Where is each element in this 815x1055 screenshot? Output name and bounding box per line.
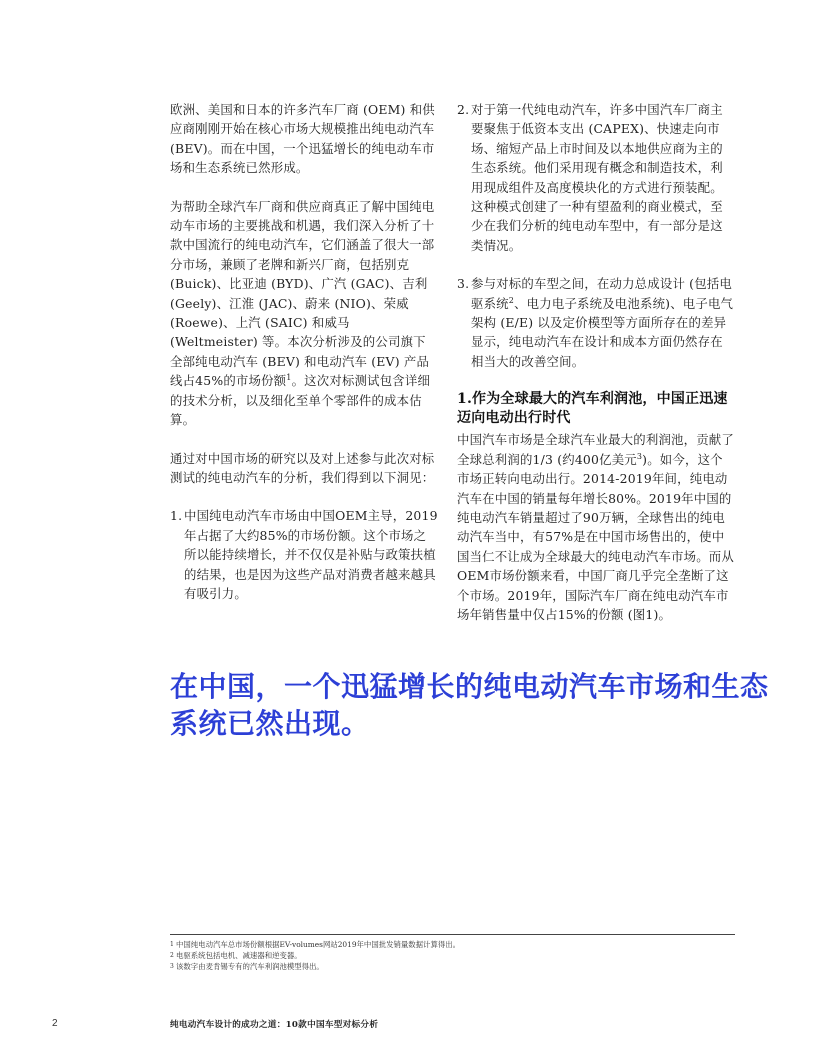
- right-column: [457, 100, 735, 624]
- insight-text: 对于第一代纯电动汽车，许多中国汽车厂商主要聚焦于低资本支出 (CAPEX)、快速走向市场、缩短产品上市时间及以本地供应商为主的生态系统。他们采用现有概念和制造技术，利用现成组件及高度模块化的方式进行预装配。这种模式创建了一种有望盈利的商业模式，至少在我们分析的纯电动车型中，有一部分是这类情况。: [471, 102, 723, 253]
- insight-text: 中国纯电动汽车市场由中国OEM主导，2019年占据了大约85%的市场份额。这个市场之所以能持续增长，并不仅仅是补贴与政策扶植的结果，也是因为这些产品对消费者越来越具有吸引力。: [184, 508, 438, 601]
- footnote-2: [170, 950, 750, 961]
- left-column: [170, 100, 438, 622]
- footnote-text: 该数字由麦肯锡专有的汽车利润池模型得出。: [176, 962, 324, 971]
- footnote-text: 电驱系统包括电机、减速器和逆变器。: [176, 951, 302, 960]
- intro-paragraph: 欧洲、美国和日本的许多汽车厂商 (OEM) 和供应商刚刚开始在核心市场大规模推出纯电动汽车 (BEV)。而在中国，一个迅猛增长的纯电动车市场和生态系统已然形成。: [170, 102, 435, 176]
- section-body: [457, 430, 735, 624]
- insight-3-text-a: 参与对标的车型之间，在动力总成设计 (包括电驱系统: [471, 276, 732, 311]
- insight-number: 1.: [170, 508, 183, 524]
- footnotes: [170, 939, 750, 972]
- footnote-1: [170, 939, 750, 950]
- footnote-divider: [170, 934, 735, 935]
- section-text-a: 中国汽车市场是全球汽车业最大的利润池，贡献了全球总利润的1/3 (约400亿美元: [457, 432, 734, 467]
- running-footer-title: 纯电动汽车设计的成功之道：10款中国车型对标分析: [170, 1020, 379, 1030]
- insight-item-3: [457, 274, 735, 371]
- footnote-number: 2: [170, 952, 174, 959]
- analysis-paragraph: [170, 197, 438, 430]
- analysis-text-b: 。这次对标测试包含详细的技术分析，以及细化至单个零部件的成本估算。: [170, 373, 431, 428]
- insight-3-text-b: 、电力电子系统及电池系统)、电子电气架构 (E/E) 以及定价模型等方面所存在的差异显示，纯电动汽车在设计和成本方面仍然存在相当大的改善空间。: [471, 295, 734, 369]
- insight-text: [471, 274, 735, 371]
- footnote-ref-3: 3: [636, 451, 643, 461]
- insight-number: 2.: [457, 102, 470, 117]
- footnote-number: 1: [170, 941, 174, 948]
- insight-item-1: [170, 506, 438, 603]
- insight-item-2: [457, 100, 735, 255]
- footnote-3: [170, 961, 750, 972]
- insight-number: 3.: [457, 276, 470, 292]
- page-number: 2: [52, 1018, 58, 1029]
- section-heading: 1.作为全球最大的汽车利润池，中国正迅速迈向电动出行时代: [457, 391, 728, 427]
- footnote-ref-1: 1: [286, 373, 292, 383]
- analysis-text-a: 为帮助全球汽车厂商和供应商真正了解中国纯电动车市场的主要挑战和机遇，我们深入分析了十款中国流行的纯电动汽车，它们涵盖了很大一部分市场，兼顾了老牌和新兴厂商，包括别克 (Buick)、比亚迪 (BYD)、广汽 (GAC)、吉利 (Geely)、江淮 (JAC)、蔚来 (NIO)、荣威 (Roewe)、上汽 (SAIC) 和威马 (Weltmeister) 等。本次分析涉及的公司旗下全部纯电动汽车 (BEV) 和电动汽车 (EV) 产品线占45%的市场份额: [170, 198, 435, 389]
- footnote-text: 中国纯电动汽车总市场份额根据EV-volumes网站2019年中国批发销量数据计算得出。: [176, 940, 461, 949]
- insights-intro-paragraph: 通过对中国市场的研究以及对上述参与此次对标测试的纯电动汽车的分析，我们得到以下洞见：: [170, 450, 435, 485]
- section-text-b: )。如今，这个市场正转向电动出行。2014-2019年间，纯电动汽车在中国的销量每年增长80%。2019年中国的纯电动汽车销量超过了90万辆，全球售出的纯电动汽车当中，有57%是在中国市场售出的，使中国当仁不让成为全球最大的纯电动汽车市场。而从OEM市场份额来看，中国厂商几乎完全垄断了这个市场。2019年，国际汽车厂商在纯电动汽车市场年销售量中仅占15%的份额 (图1)。: [457, 451, 734, 622]
- footnote-ref-2: 2: [508, 295, 515, 305]
- pull-quote: 在中国，一个迅猛增长的纯电动汽车市场和生态系统已然出现。: [170, 670, 769, 740]
- footnote-number: 3: [170, 963, 174, 970]
